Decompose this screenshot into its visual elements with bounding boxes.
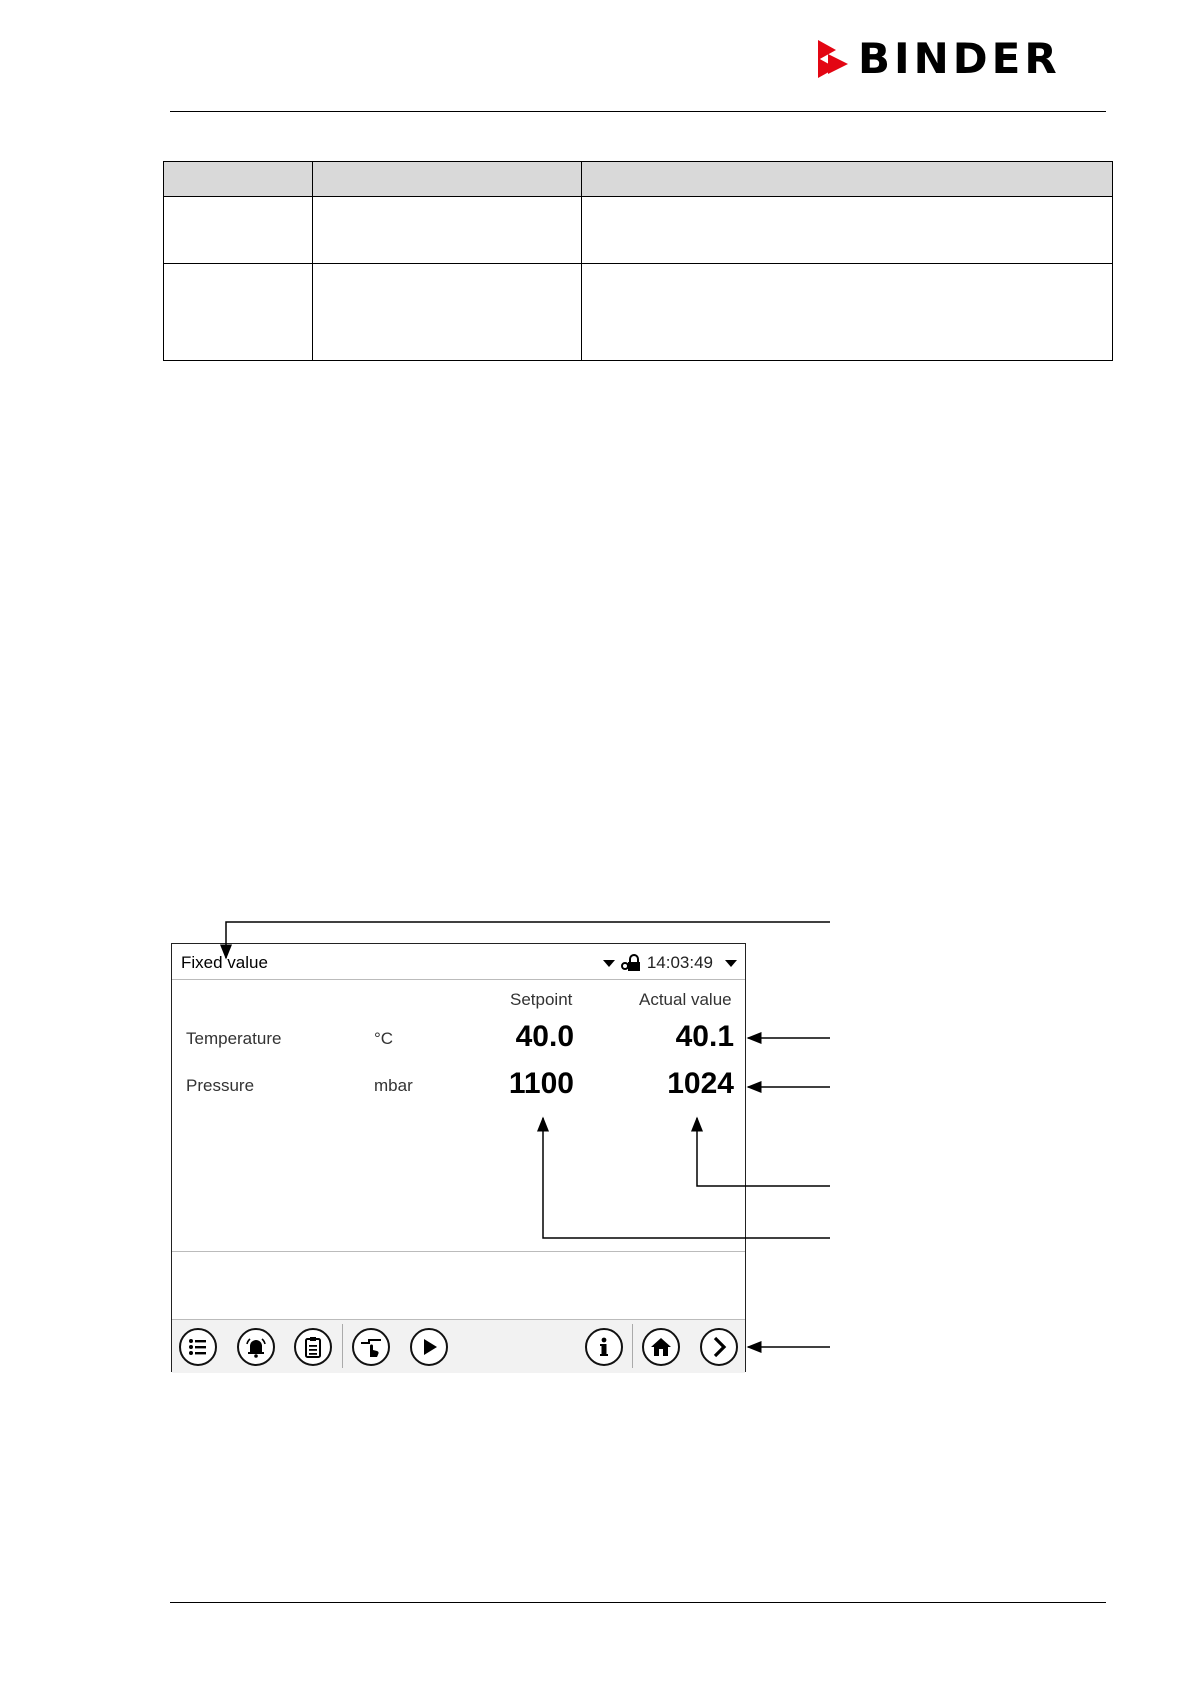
- setpoint-entry-button[interactable]: [352, 1328, 390, 1366]
- table-cell: [313, 264, 582, 361]
- setpoint-column-header: Setpoint: [510, 990, 573, 1009]
- setpoint-temperature[interactable]: 40.0: [515, 1020, 574, 1053]
- alarm-button[interactable]: [237, 1328, 275, 1366]
- binder-logo: [818, 36, 1108, 82]
- next-page-button[interactable]: [700, 1328, 738, 1366]
- table-header-cell: [313, 162, 582, 197]
- actual-pressure: 1024: [667, 1067, 734, 1100]
- lock-icon: [621, 954, 641, 972]
- controller-screen: [171, 943, 746, 1372]
- header-rule: [170, 111, 1106, 112]
- actual-temperature: 40.1: [675, 1020, 734, 1053]
- clipboard-icon: [301, 1335, 325, 1359]
- unit-temperature: °C: [374, 1029, 394, 1048]
- footer-rule: [170, 1602, 1106, 1603]
- status-area: [603, 953, 737, 973]
- brand-name: BINDER: [858, 34, 1061, 83]
- setpoint-pressure[interactable]: 1100: [508, 1067, 574, 1100]
- button-separator: [632, 1324, 633, 1368]
- table-header-cell: [164, 162, 313, 197]
- parameter-name-temperature: Temperature: [186, 1029, 282, 1048]
- play-icon: [417, 1335, 441, 1359]
- table-cell: [582, 197, 1113, 264]
- table-row: [164, 264, 1113, 361]
- table-cell: [164, 264, 313, 361]
- brand-arrow-icon: [818, 40, 852, 78]
- bell-icon: [244, 1335, 268, 1359]
- home-icon: [649, 1335, 673, 1359]
- event-list-button[interactable]: [294, 1328, 332, 1366]
- operating-mode-title: Fixed value: [181, 953, 268, 972]
- chevron-right-icon: [707, 1335, 731, 1359]
- info-button[interactable]: [585, 1328, 623, 1366]
- info-icon: [592, 1335, 616, 1359]
- table-cell: [582, 264, 1113, 361]
- screen-topbar: [172, 944, 745, 980]
- touch-icon: [359, 1335, 383, 1359]
- info-area-divider: [172, 1251, 745, 1252]
- button-bar: [172, 1319, 745, 1373]
- parameter-name-pressure: Pressure: [186, 1076, 255, 1095]
- table-cell: [313, 197, 582, 264]
- spec-table: [163, 161, 1113, 361]
- table-row: [164, 197, 1113, 264]
- dropdown-arrow-icon[interactable]: [603, 960, 615, 967]
- table-cell: [164, 197, 313, 264]
- home-button[interactable]: [642, 1328, 680, 1366]
- menu-button[interactable]: [179, 1328, 217, 1366]
- table-header-cell: [582, 162, 1113, 197]
- table-header-row: [164, 162, 1113, 197]
- actual-value-column-header: Actual value: [639, 990, 732, 1009]
- list-icon: [186, 1335, 210, 1359]
- program-start-button[interactable]: [410, 1328, 448, 1366]
- clock: 14:03:49: [646, 953, 713, 972]
- unit-pressure: mbar: [374, 1076, 413, 1095]
- dropdown-arrow-icon[interactable]: [725, 960, 737, 967]
- button-separator: [342, 1324, 343, 1368]
